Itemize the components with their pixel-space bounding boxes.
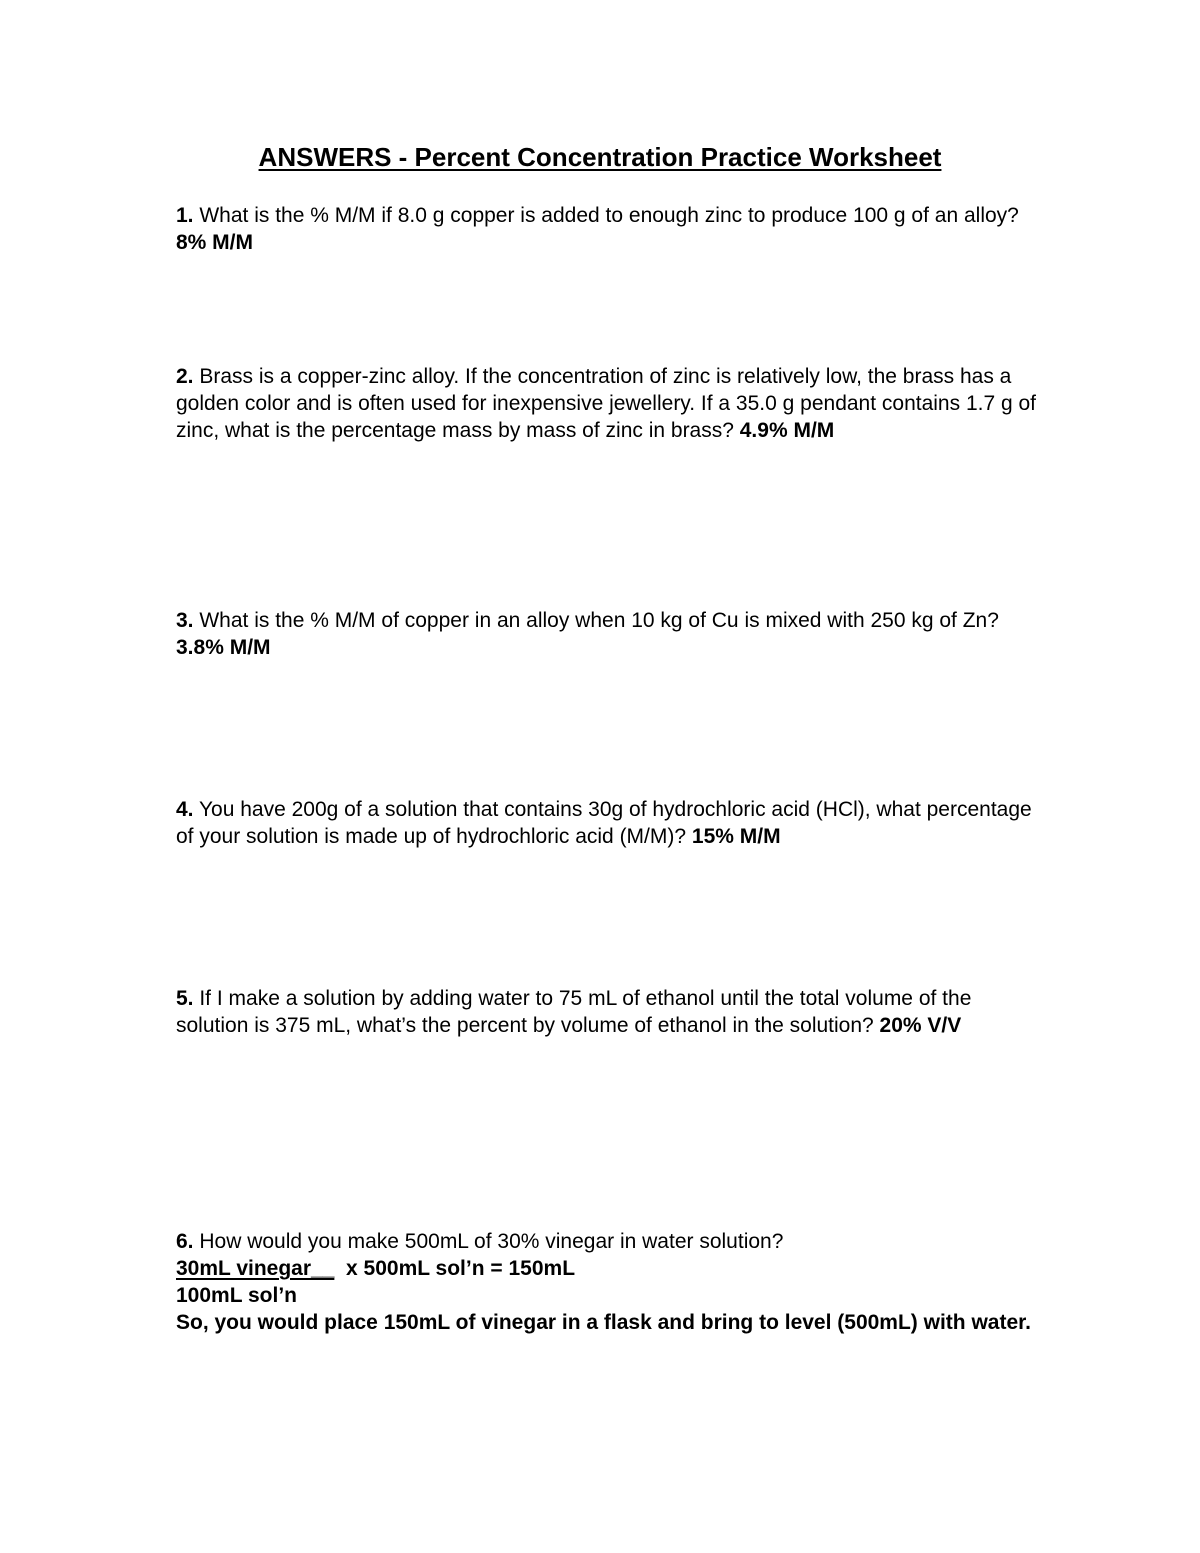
- question-1: [176, 202, 1036, 256]
- answer-text: 4.9% M/M: [733, 419, 835, 442]
- question-4: [176, 796, 1036, 850]
- question-text: Brass is a copper-zinc alloy. If the concentration of zinc is relatively low, the brass has a golden color and is often used for inexpensive jewellery. If a 35.0 g pendant contains 1.7 g of zinc, what is the percentage mass by mass of zinc in brass?: [176, 365, 1037, 442]
- multiplication-expression: x 500mL sol’n = 150mL: [334, 1257, 576, 1280]
- answer-conclusion: So, you would place 150mL of vinegar in a flask and bring to level (500mL) with water.: [176, 1311, 1031, 1334]
- fraction-numerator: 30mL vinegar__: [176, 1257, 335, 1280]
- question-text: How would you make 500mL of 30% vinegar in water solution?: [193, 1230, 784, 1253]
- question-number: 5.: [176, 987, 194, 1010]
- calculation-line: [176, 1255, 1036, 1282]
- page-title: ANSWERS - Percent Concentration Practice Worksheet: [258, 142, 942, 172]
- question-5: [176, 985, 1036, 1039]
- question-number: 3.: [176, 609, 194, 632]
- answer-text: 8% M/M: [176, 231, 254, 254]
- question-text: You have 200g of a solution that contains 30g of hydrochloric acid (HCl), what percentage of your solution is made up of hydrochloric acid (M/M)?: [176, 798, 1032, 848]
- answer-text: 3.8% M/M: [176, 636, 271, 659]
- question-number: 2.: [176, 365, 194, 388]
- question-number: 1.: [176, 204, 194, 227]
- question-6-prompt: [176, 1228, 1036, 1255]
- question-number: 4.: [176, 798, 194, 821]
- question-2: [176, 363, 1036, 444]
- fraction-denominator: 100mL sol’n: [176, 1284, 297, 1307]
- question-6: [176, 1228, 1036, 1336]
- answer-text: 15% M/M: [686, 825, 781, 848]
- question-text: If I make a solution by adding water to 75 mL of ethanol until the total volume of the solution is 375 mL, what’s the percent by volume of ethanol in the solution?: [176, 987, 972, 1037]
- question-text: What is the % M/M of copper in an alloy when 10 kg of Cu is mixed with 250 kg of Zn?: [193, 609, 999, 632]
- question-3: [176, 607, 1036, 661]
- question-text: What is the % M/M if 8.0 g copper is added to enough zinc to produce 100 g of an alloy?: [193, 204, 1019, 227]
- question-number: 6.: [176, 1230, 194, 1253]
- answer-text: 20% V/V: [873, 1014, 962, 1037]
